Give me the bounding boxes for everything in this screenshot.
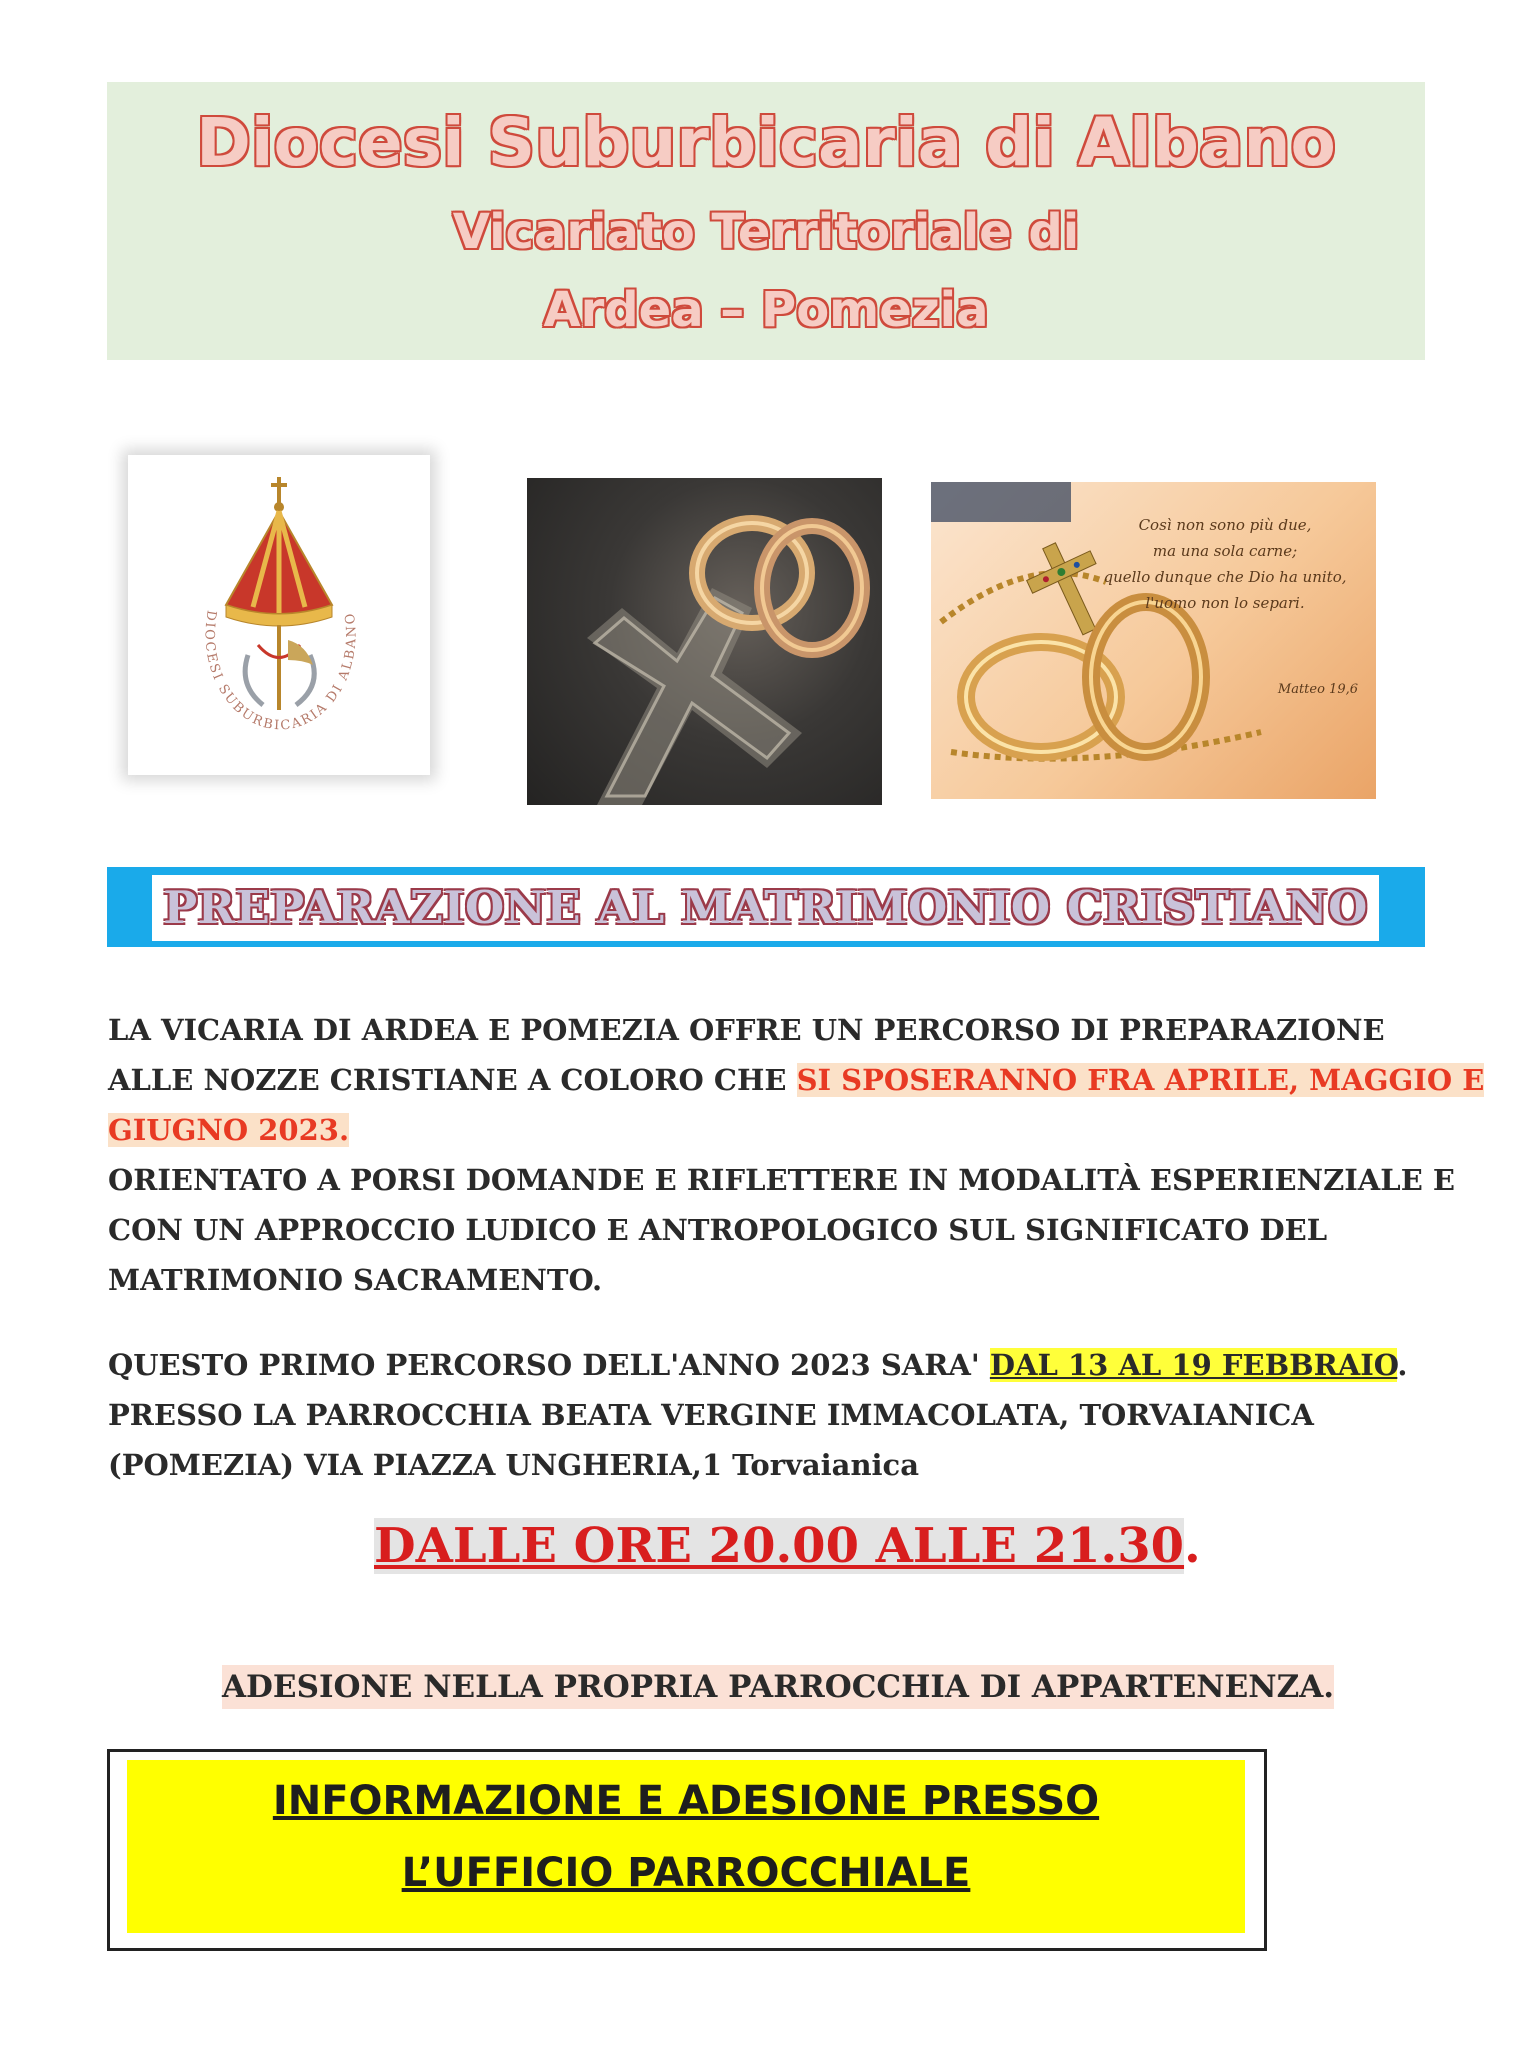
territory-subtitle: Ardea – Pomezia <box>543 282 989 338</box>
schedule-text: QUESTO PRIMO PERCORSO DELL'ANNO 2023 SARA' <box>108 1348 990 1382</box>
cross-rings-illustration <box>527 478 882 805</box>
intro-paragraph <box>108 1005 1484 1305</box>
verse-photo <box>931 482 1376 799</box>
bible-verse <box>1090 512 1360 616</box>
schedule-paragraph <box>108 1340 1407 1490</box>
intro-line: ORIENTATO A PORSI DOMANDE E RIFLETTERE IN MODALITÀ ESPERIENZIALE E <box>108 1163 1455 1197</box>
intro-line: LA VICARIA DI ARDEA E POMEZIA OFFRE UN PERCORSO DI PREPARAZIONE <box>108 1013 1385 1047</box>
schedule-period: . <box>1397 1348 1408 1382</box>
info-line: INFORMAZIONE E ADESIONE PRESSO <box>272 1778 1100 1824</box>
schedule-line <box>108 1340 1407 1390</box>
header-banner <box>107 82 1425 360</box>
intro-line <box>108 1105 1484 1155</box>
time-period: . <box>1184 1518 1201 1574</box>
title-banner-inner <box>152 875 1379 941</box>
vicariate-subtitle: Vicariato Territoriale di <box>452 204 1080 260</box>
diocese-title: Diocesi Suburbicaria di Albano <box>196 104 1336 181</box>
intro-text: ALLE NOZZE CRISTIANE A COLORO CHE <box>108 1063 797 1097</box>
dates-highlight: SI SPOSERANNO FRA APRILE, MAGGIO E <box>796 1063 1485 1097</box>
time-announcement <box>374 1516 1201 1576</box>
verse-reference: Matteo 19,6 <box>1277 682 1358 697</box>
adesione-note: ADESIONE NELLA PROPRIA PARROCCHIA DI APPARTENENZA. <box>222 1665 1334 1709</box>
verse-line: l'uomo non lo separi. <box>1145 594 1305 612</box>
intro-line <box>108 1055 1484 1105</box>
rings-on-bible-photo <box>527 478 882 805</box>
info-box <box>107 1749 1267 1951</box>
main-title: PREPARAZIONE AL MATRIMONIO CRISTIANO <box>163 881 1368 934</box>
schedule-line: (POMEZIA) VIA PIAZZA UNGHERIA,1 Torvaianica <box>108 1448 919 1482</box>
verse-line: ma una sola carne; <box>1152 542 1298 560</box>
verse-line: quello dunque che Dio ha unito, <box>1103 568 1347 586</box>
info-box-highlight <box>127 1760 1245 1933</box>
course-dates-highlight: DAL 13 AL 19 FEBBRAIO <box>989 1348 1398 1382</box>
dates-highlight: GIUGNO 2023. <box>108 1113 350 1147</box>
verse-line: Così non sono più due, <box>1138 516 1312 534</box>
time-text: DALLE ORE 20.00 ALLE 21.30 <box>374 1518 1185 1574</box>
intro-line: MATRIMONIO SACRAMENTO. <box>108 1263 603 1297</box>
logo-ring-text: DIOCESI SUBURBICARIA DI ALBANO <box>201 609 360 734</box>
diocese-logo <box>128 455 430 775</box>
intro-line: CON UN APPROCCIO LUDICO E ANTROPOLOGICO SUL SIGNIFICATO DEL <box>108 1213 1328 1247</box>
title-banner <box>107 867 1425 947</box>
diocese-crest-icon <box>128 455 430 775</box>
info-line: L’UFFICIO PARROCCHIALE <box>401 1850 971 1896</box>
schedule-line: PRESSO LA PARROCCHIA BEATA VERGINE IMMACOLATA, TORVAIANICA <box>108 1398 1314 1432</box>
